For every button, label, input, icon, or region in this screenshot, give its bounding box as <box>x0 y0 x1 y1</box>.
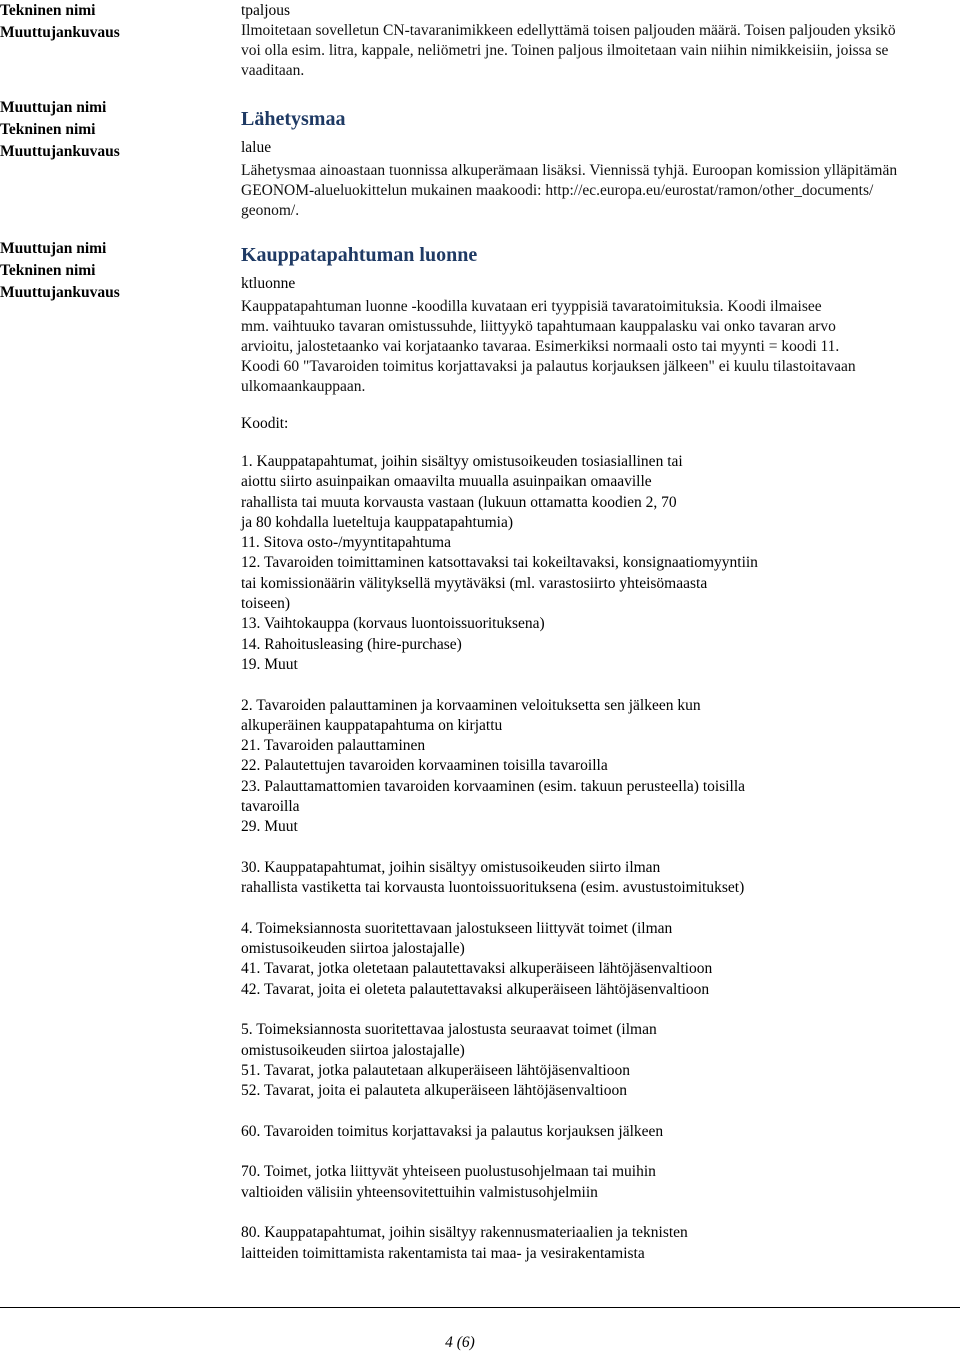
footer-divider <box>0 1307 960 1308</box>
description-line: geonom/. <box>241 202 300 219</box>
code-line: 4. Toimeksiannosta suoritettavaan jalostukseen liittyvät toimet (ilman <box>241 919 673 937</box>
tech-name: ktluonne <box>241 275 296 292</box>
code-line: valtioiden välisiin yhteensovitettuihin valmistusohjelmiin <box>241 1183 598 1201</box>
code-line: tai komissionäärin välityksellä myytäväksi (ml. varastosiirto yhteisömaasta <box>241 574 708 592</box>
description-line: Koodi 60 "Tavaroiden toimitus korjattavaksi ja palautus korjauksen jälkeen" ei kuulu tilastoitavaan <box>241 358 856 375</box>
labels-kauppatapahtuma <box>0 238 230 304</box>
labels-lahetysmaa <box>0 97 230 163</box>
code-line: 5. Toimeksiannosta suoritettavaa jalostusta seuraavat toimet (ilman <box>241 1021 657 1039</box>
labels-tpaljous <box>0 0 230 44</box>
description <box>241 297 960 397</box>
code-group <box>241 1223 960 1264</box>
label-muuttujankuvaus: Muuttujankuvaus <box>0 284 120 301</box>
code-line: 51. Tavarat, jotka palautetaan alkuperäiseen lähtöjäsenvaltioon <box>241 1061 630 1079</box>
code-line: 11. Sitova osto-/myyntitapahtuma <box>241 534 451 552</box>
code-line: 12. Tavaroiden toimittaminen katsottavaksi tai kokeiltavaksi, konsignaatiomyyntiin <box>241 554 758 572</box>
code-line: 1. Kauppatapahtumat, joihin sisältyy omistusoikeuden tosiasiallinen tai <box>241 453 683 470</box>
description-line: vaaditaan. <box>241 62 305 79</box>
code-line: ja 80 kohdalla lueteltuja kauppatapahtumia) <box>241 513 514 531</box>
content-lahetysmaa <box>241 106 960 221</box>
label-muuttujan-nimi: Muuttujan nimi <box>0 240 107 257</box>
content-tpaljous <box>241 1 960 81</box>
code-line: 2. Tavaroiden palauttaminen ja korvaaminen veloituksetta sen jälkeen kun <box>241 696 701 714</box>
code-line: 80. Kauppatapahtumat, joihin sisältyy rakennusmateriaalien ja teknisten <box>241 1224 688 1242</box>
code-line: 23. Palauttamattomien tavaroiden korvaaminen (esim. takuun perusteella) toisilla <box>241 777 746 795</box>
code-line: tavaroilla <box>241 798 300 816</box>
page-number: 4 (6) <box>445 1334 475 1351</box>
code-line: rahallista vastiketta tai korvausta luontoissuorituksena (esim. avustustoimitukset) <box>241 879 745 897</box>
code-group <box>241 1122 960 1142</box>
code-line: toiseen) <box>241 595 291 613</box>
variable-title: Lähetysmaa <box>241 108 346 130</box>
description <box>241 21 960 81</box>
code-line: aiottu siirto asuinpaikan omaavilta muualla asuinpaikan omaaville <box>241 473 652 491</box>
label-tekninen-nimi: Tekninen nimi <box>0 121 96 138</box>
code-line: 14. Rahoitusleasing (hire-purchase) <box>241 635 462 653</box>
code-line: 42. Tavarat, joita ei oleteta palautettavaksi alkuperäiseen lähtöjäsenvaltioon <box>241 980 710 998</box>
code-line: 52. Tavarat, joita ei palauteta alkuperäiseen lähtöjäsenvaltioon <box>241 1082 627 1100</box>
code-group <box>241 696 960 838</box>
code-line: laitteiden toimittamista rakentamista tai maa- ja vesirakentamista <box>241 1244 645 1262</box>
description-line: voi olla esim. litra, kappale, neliömetri jne. Toinen paljous ilmoitetaan vain niihin nimikkeisiin, joissa se <box>241 42 889 59</box>
code-list <box>241 452 960 1284</box>
code-line: rahallista tai muuta korvausta vastaan (lukuun ottamatta koodien 2, 70 <box>241 493 677 511</box>
description-line: ulkomaankauppaan. <box>241 378 366 395</box>
tech-name: tpaljous <box>241 2 291 19</box>
label-tekninen-nimi: Tekninen nimi <box>0 262 96 279</box>
description-line: mm. vaihtuuko tavaran omistussuhde, liittyykö tapahtumaan kauppalasku vai onko tavaran arvo <box>241 318 836 335</box>
description-line: arvioitu, jalostetaanko vai korjataanko tavaraa. Esimerkiksi normaali osto tai myynti = koodi 11. <box>241 338 840 355</box>
description-line: Kauppatapahtuman luonne -koodilla kuvataan eri tyyppisiä tavaratoimituksia. Koodi ilmaisee <box>241 298 822 315</box>
code-line: 30. Kauppatapahtumat, joihin sisältyy omistusoikeuden siirto ilman <box>241 858 661 876</box>
code-line: 13. Vaihtokauppa (korvaus luontoissuorituksena) <box>241 615 545 633</box>
code-line: 41. Tavarat, jotka oletetaan palautettavaksi alkuperäiseen lähtöjäsenvaltioon <box>241 960 713 978</box>
description-line: Ilmoitetaan sovelletun CN-tavaranimikkeen edellyttämä toisen paljouden määrä. Toisen paljouden yksikö <box>241 22 896 39</box>
code-line: 21. Tavaroiden palauttaminen <box>241 737 426 755</box>
code-group <box>241 858 960 899</box>
label-muuttujankuvaus: Muuttujankuvaus <box>0 143 120 160</box>
code-line: 22. Palautettujen tavaroiden korvaaminen toisilla tavaroilla <box>241 757 608 775</box>
variable-title: Kauppatapahtuman luonne <box>241 244 478 266</box>
content-kauppatapahtuma <box>241 242 960 397</box>
code-line: omistusoikeuden siirtoa jalostajalle) <box>241 940 465 958</box>
label-muuttujan-nimi: Muuttujan nimi <box>0 99 107 116</box>
code-line: alkuperäinen kauppatapahtuma on kirjattu <box>241 716 503 734</box>
codes-heading: Koodit: <box>241 415 289 432</box>
tech-name: lalue <box>241 139 272 156</box>
description-line: Lähetysmaa ainoastaan tuonnissa alkuperämaan lisäksi. Viennissä tyhjä. Euroopan komission ylläpitämän <box>241 162 898 179</box>
code-line: 60. Tavaroiden toimitus korjattavaksi ja palautus korjauksen jälkeen <box>241 1122 664 1140</box>
code-group <box>241 1162 960 1203</box>
code-line: 70. Toimet, jotka liittyvät yhteiseen puolustusohjelmaan tai muihin <box>241 1163 656 1181</box>
code-group <box>241 452 960 675</box>
description-line: GEONOM-alueluokittelun mukainen maakoodi: http://ec.europa.eu/eurostat/ramon/other_documents/ <box>241 182 874 199</box>
label-muuttujankuvaus: Muuttujankuvaus <box>0 24 120 41</box>
code-group <box>241 1020 960 1101</box>
label-tekninen-nimi: Tekninen nimi <box>0 2 96 19</box>
description <box>241 161 960 221</box>
code-line: 19. Muut <box>241 655 298 673</box>
code-line: omistusoikeuden siirtoa jalostajalle) <box>241 1041 465 1059</box>
code-line: 29. Muut <box>241 818 298 836</box>
code-group <box>241 919 960 1000</box>
